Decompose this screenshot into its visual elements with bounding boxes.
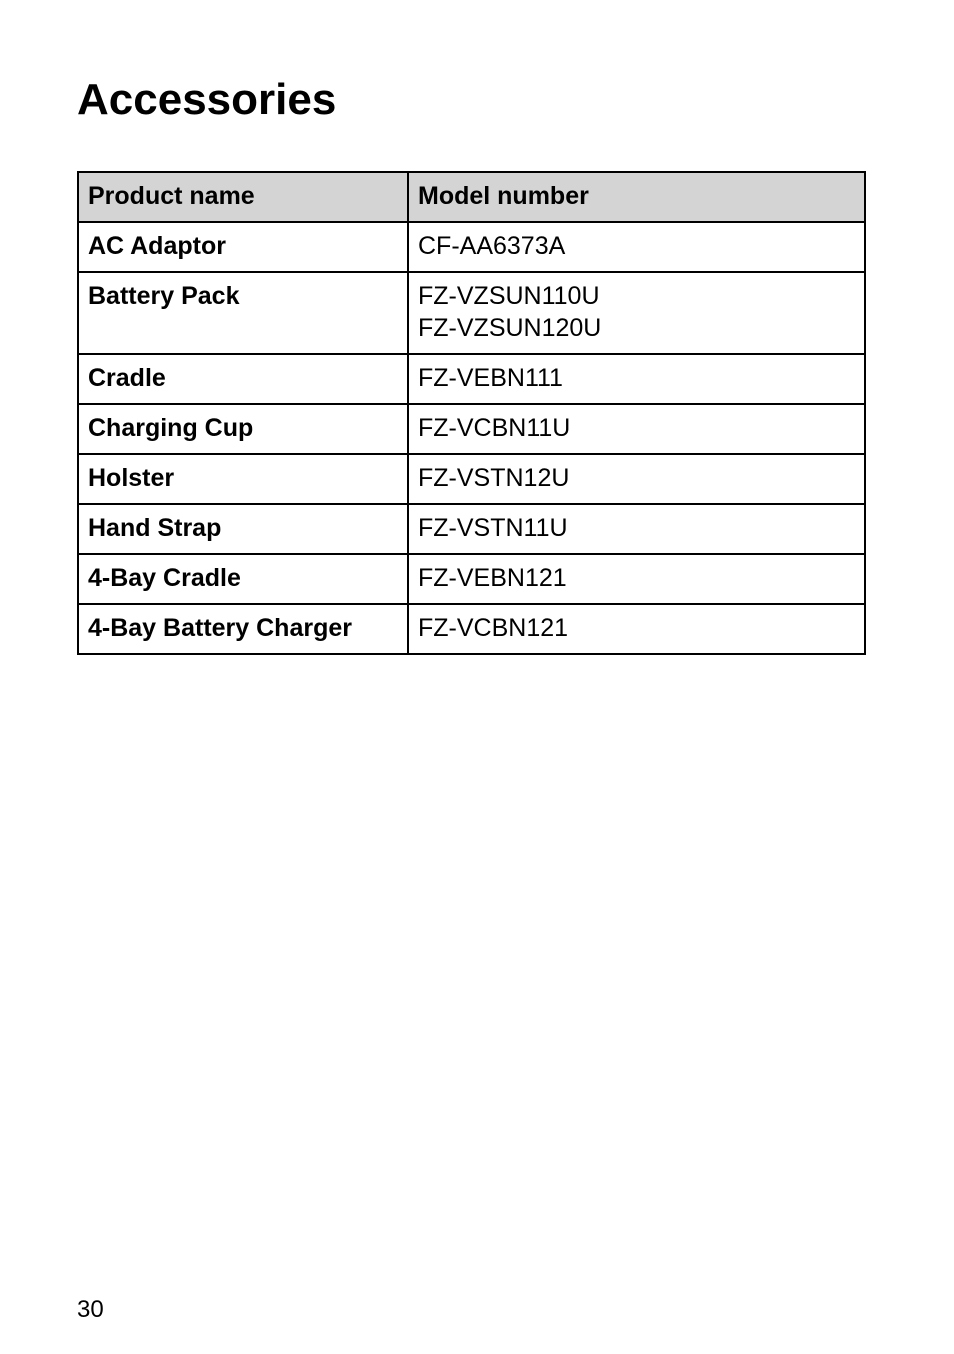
- model-number: FZ-VEBN121: [418, 564, 567, 592]
- table-row: [78, 272, 865, 354]
- model-number: CF-AA6373A: [418, 232, 566, 260]
- product-name-cell: Charging Cup: [78, 404, 408, 454]
- model-number-cell: [408, 354, 865, 404]
- model-number: FZ-VZSUN110U: [418, 282, 600, 310]
- table-row: [78, 604, 865, 654]
- model-number: FZ-VEBN111: [418, 364, 563, 392]
- product-name-cell: Battery Pack: [78, 272, 408, 354]
- product-name-cell: Holster: [78, 454, 408, 504]
- model-number-cell: [408, 222, 865, 272]
- page-number: 30: [77, 1296, 104, 1323]
- model-number-cell: [408, 554, 865, 604]
- table-header-row: [78, 172, 865, 222]
- model-number-cell: [408, 272, 865, 354]
- product-name-cell: 4-Bay Cradle: [78, 554, 408, 604]
- page-title: Accessories: [77, 75, 337, 124]
- model-number: FZ-VCBN121: [418, 614, 569, 642]
- product-name-cell: AC Adaptor: [78, 222, 408, 272]
- column-header-product-name: Product name: [78, 172, 408, 222]
- model-number: FZ-VSTN12U: [418, 464, 570, 492]
- table-row: [78, 554, 865, 604]
- model-number-cell: [408, 454, 865, 504]
- model-number: FZ-VZSUN120U: [418, 314, 602, 342]
- table-row: [78, 222, 865, 272]
- accessories-table: [77, 171, 866, 655]
- model-number: FZ-VSTN11U: [418, 514, 568, 542]
- product-name-cell: Cradle: [78, 354, 408, 404]
- table-row: [78, 404, 865, 454]
- table-row: [78, 454, 865, 504]
- table-row: [78, 354, 865, 404]
- model-number-cell: [408, 504, 865, 554]
- product-name-cell: Hand Strap: [78, 504, 408, 554]
- model-number-cell: [408, 404, 865, 454]
- model-number: FZ-VCBN11U: [418, 414, 571, 442]
- model-number-cell: [408, 604, 865, 654]
- column-header-model-number: Model number: [408, 172, 865, 222]
- product-name-cell: 4-Bay Battery Charger: [78, 604, 408, 654]
- table-row: [78, 504, 865, 554]
